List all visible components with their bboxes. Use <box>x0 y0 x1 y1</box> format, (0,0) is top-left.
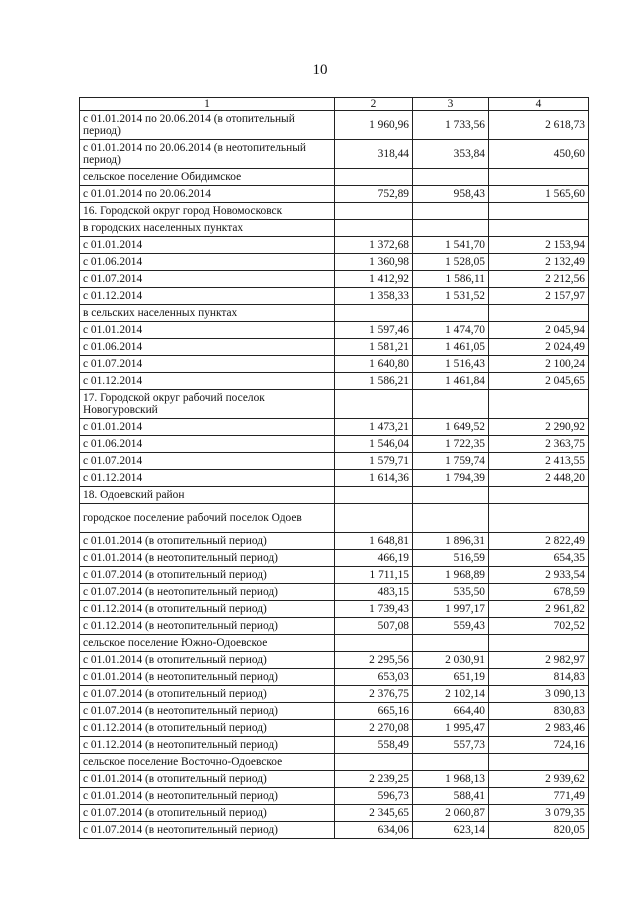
value-cell-col2: 1 960,96 <box>335 111 413 140</box>
value-cell-col3: 1 541,70 <box>413 237 489 254</box>
value-cell-col2: 1 412,92 <box>335 271 413 288</box>
table-row <box>80 203 589 220</box>
value-cell-col4: 2 618,73 <box>489 111 589 140</box>
value-cell-col2: 558,49 <box>335 737 413 754</box>
value-cell-col4: 2 933,54 <box>489 567 589 584</box>
value-cell-col3: 1 531,52 <box>413 288 489 305</box>
row-label-cell: с 01.01.2014 <box>80 322 335 339</box>
value-cell-col2: 1 739,43 <box>335 601 413 618</box>
table-row <box>80 186 589 203</box>
value-cell-col2 <box>335 203 413 220</box>
value-cell-col4 <box>489 390 589 419</box>
value-cell-col4: 450,60 <box>489 140 589 169</box>
value-cell-col4: 724,16 <box>489 737 589 754</box>
page-number: 10 <box>312 62 328 78</box>
table-row <box>80 652 589 669</box>
value-cell-col3: 557,73 <box>413 737 489 754</box>
table-row <box>80 140 589 169</box>
table-row <box>80 584 589 601</box>
value-cell-col3 <box>413 169 489 186</box>
value-cell-col3: 1 586,11 <box>413 271 489 288</box>
row-label-cell: с 01.01.2014 (в неотопительный период) <box>80 669 335 686</box>
value-cell-col2: 2 345,65 <box>335 805 413 822</box>
row-label-cell: в городских населенных пунктах <box>80 220 335 237</box>
row-label-cell: с 01.01.2014 по 20.06.2014 (в неотопительный период) <box>80 140 335 169</box>
value-cell-col3: 651,19 <box>413 669 489 686</box>
value-cell-col4: 1 565,60 <box>489 186 589 203</box>
value-cell-col3: 1 474,70 <box>413 322 489 339</box>
table-row <box>80 271 589 288</box>
value-cell-col2: 2 295,56 <box>335 652 413 669</box>
value-cell-col3: 1 997,17 <box>413 601 489 618</box>
value-cell-col2: 653,03 <box>335 669 413 686</box>
value-cell-col3 <box>413 390 489 419</box>
row-label-cell: с 01.06.2014 <box>80 436 335 453</box>
row-label-cell: в сельских населенных пунктах <box>80 305 335 322</box>
value-cell-col4 <box>489 220 589 237</box>
table-body <box>80 111 589 839</box>
row-label-cell: 18. Одоевский район <box>80 487 335 504</box>
table-row <box>80 436 589 453</box>
table-row <box>80 254 589 271</box>
row-label-cell: с 01.12.2014 (в отопительный период) <box>80 720 335 737</box>
table-row <box>80 720 589 737</box>
value-cell-col3: 2 102,14 <box>413 686 489 703</box>
row-label-cell: 17. Городской округ рабочий поселок Новогуровский <box>80 390 335 419</box>
value-cell-col3: 1 896,31 <box>413 533 489 550</box>
value-cell-col3 <box>413 635 489 652</box>
row-label-cell: с 01.12.2014 <box>80 373 335 390</box>
value-cell-col2 <box>335 305 413 322</box>
row-label-cell: сельское поселение Обидимское <box>80 169 335 186</box>
value-cell-col2: 1 579,71 <box>335 453 413 470</box>
row-label-cell: с 01.12.2014 (в неотопительный период) <box>80 737 335 754</box>
row-label-cell: с 01.07.2014 (в отопительный период) <box>80 567 335 584</box>
row-label-cell: с 01.12.2014 (в неотопительный период) <box>80 618 335 635</box>
value-cell-col4: 2 961,82 <box>489 601 589 618</box>
value-cell-col4: 3 090,13 <box>489 686 589 703</box>
value-cell-col2: 466,19 <box>335 550 413 567</box>
row-label-cell: с 01.01.2014 (в неотопительный период) <box>80 788 335 805</box>
value-cell-col2 <box>335 504 413 533</box>
value-cell-col4: 2 982,97 <box>489 652 589 669</box>
table-row <box>80 822 589 839</box>
table-row <box>80 111 589 140</box>
row-label-cell: городское поселение рабочий поселок Одоев <box>80 504 335 533</box>
value-cell-col4: 2 822,49 <box>489 533 589 550</box>
value-cell-col2: 596,73 <box>335 788 413 805</box>
row-label-cell: с 01.06.2014 <box>80 339 335 356</box>
value-cell-col3: 1 968,13 <box>413 771 489 788</box>
value-cell-col2: 1 640,80 <box>335 356 413 373</box>
value-cell-col3: 559,43 <box>413 618 489 635</box>
value-cell-col3: 1 528,05 <box>413 254 489 271</box>
table-header-row <box>80 98 589 111</box>
value-cell-col3: 1 794,39 <box>413 470 489 487</box>
value-cell-col4: 814,83 <box>489 669 589 686</box>
value-cell-col4: 2 153,94 <box>489 237 589 254</box>
row-label-cell: с 01.01.2014 (в неотопительный период) <box>80 550 335 567</box>
value-cell-col3 <box>413 203 489 220</box>
value-cell-col2: 483,15 <box>335 584 413 601</box>
value-cell-col4: 2 939,62 <box>489 771 589 788</box>
value-cell-col4 <box>489 305 589 322</box>
row-label-cell: с 01.07.2014 (в отопительный период) <box>80 686 335 703</box>
value-cell-col3: 588,41 <box>413 788 489 805</box>
value-cell-col2: 1 546,04 <box>335 436 413 453</box>
value-cell-col3: 1 759,74 <box>413 453 489 470</box>
row-label-cell: с 01.07.2014 (в неотопительный период) <box>80 584 335 601</box>
value-cell-col2: 2 376,75 <box>335 686 413 703</box>
value-cell-col4: 2 024,49 <box>489 339 589 356</box>
value-cell-col4: 830,83 <box>489 703 589 720</box>
value-cell-col2: 2 270,08 <box>335 720 413 737</box>
table-row <box>80 339 589 356</box>
row-label-cell: сельское поселение Южно-Одоевское <box>80 635 335 652</box>
value-cell-col3 <box>413 220 489 237</box>
row-label-cell: с 01.01.2014 (в отопительный период) <box>80 533 335 550</box>
table-row <box>80 305 589 322</box>
table-row <box>80 669 589 686</box>
value-cell-col3 <box>413 487 489 504</box>
column-header: 4 <box>489 98 589 111</box>
table-row <box>80 288 589 305</box>
value-cell-col2: 1 614,36 <box>335 470 413 487</box>
row-label-cell: с 01.07.2014 (в неотопительный период) <box>80 822 335 839</box>
row-label-cell: с 01.01.2014 по 20.06.2014 <box>80 186 335 203</box>
row-label-cell: с 01.01.2014 по 20.06.2014 (в отопительный период) <box>80 111 335 140</box>
value-cell-col4 <box>489 635 589 652</box>
value-cell-col2 <box>335 487 413 504</box>
value-cell-col2: 1 711,15 <box>335 567 413 584</box>
row-label-cell: с 01.01.2014 (в отопительный период) <box>80 652 335 669</box>
value-cell-col3: 1 461,84 <box>413 373 489 390</box>
table-row <box>80 805 589 822</box>
value-cell-col4 <box>489 487 589 504</box>
value-cell-col2: 507,08 <box>335 618 413 635</box>
value-cell-col2 <box>335 390 413 419</box>
value-cell-col3: 2 060,87 <box>413 805 489 822</box>
table-row <box>80 703 589 720</box>
value-cell-col3: 623,14 <box>413 822 489 839</box>
table-row <box>80 550 589 567</box>
row-label-cell: с 01.06.2014 <box>80 254 335 271</box>
row-label-cell: 16. Городской округ город Новомосковск <box>80 203 335 220</box>
value-cell-col4: 3 079,35 <box>489 805 589 822</box>
value-cell-col4: 2 413,55 <box>489 453 589 470</box>
tariff-table <box>79 97 589 839</box>
value-cell-col2: 634,06 <box>335 822 413 839</box>
value-cell-col3: 1 461,05 <box>413 339 489 356</box>
value-cell-col4 <box>489 169 589 186</box>
value-cell-col2: 1 473,21 <box>335 419 413 436</box>
value-cell-col3: 1 722,35 <box>413 436 489 453</box>
value-cell-col4: 771,49 <box>489 788 589 805</box>
value-cell-col2 <box>335 754 413 771</box>
row-label-cell: с 01.12.2014 <box>80 288 335 305</box>
table-row <box>80 322 589 339</box>
value-cell-col3: 664,40 <box>413 703 489 720</box>
table-row <box>80 169 589 186</box>
value-cell-col4: 2 212,56 <box>489 271 589 288</box>
table-row <box>80 737 589 754</box>
value-cell-col2: 1 358,33 <box>335 288 413 305</box>
row-label-cell: с 01.07.2014 <box>80 453 335 470</box>
value-cell-col4 <box>489 754 589 771</box>
row-label-cell: с 01.01.2014 (в отопительный период) <box>80 771 335 788</box>
value-cell-col4: 2 045,94 <box>489 322 589 339</box>
row-label-cell: с 01.07.2014 (в неотопительный период) <box>80 703 335 720</box>
value-cell-col2: 2 239,25 <box>335 771 413 788</box>
table-row <box>80 618 589 635</box>
value-cell-col2: 1 360,98 <box>335 254 413 271</box>
value-cell-col3 <box>413 305 489 322</box>
row-label-cell: с 01.07.2014 <box>80 271 335 288</box>
value-cell-col4: 2 448,20 <box>489 470 589 487</box>
table-row <box>80 788 589 805</box>
value-cell-col3: 958,43 <box>413 186 489 203</box>
value-cell-col3: 353,84 <box>413 140 489 169</box>
row-label-cell: с 01.12.2014 (в отопительный период) <box>80 601 335 618</box>
value-cell-col3: 1 968,89 <box>413 567 489 584</box>
row-label-cell: с 01.07.2014 <box>80 356 335 373</box>
value-cell-col2: 752,89 <box>335 186 413 203</box>
table-row <box>80 470 589 487</box>
column-header: 1 <box>80 98 335 111</box>
value-cell-col4: 2 363,75 <box>489 436 589 453</box>
table-row <box>80 533 589 550</box>
value-cell-col4: 2 132,49 <box>489 254 589 271</box>
value-cell-col4: 678,59 <box>489 584 589 601</box>
table-row <box>80 356 589 373</box>
value-cell-col3: 535,50 <box>413 584 489 601</box>
table-row <box>80 771 589 788</box>
table-row <box>80 220 589 237</box>
value-cell-col4: 702,52 <box>489 618 589 635</box>
value-cell-col2 <box>335 220 413 237</box>
value-cell-col2: 1 597,46 <box>335 322 413 339</box>
column-header: 3 <box>413 98 489 111</box>
value-cell-col3 <box>413 754 489 771</box>
table-row <box>80 635 589 652</box>
value-cell-col2 <box>335 169 413 186</box>
value-cell-col2: 318,44 <box>335 140 413 169</box>
value-cell-col4: 2 100,24 <box>489 356 589 373</box>
table-row <box>80 419 589 436</box>
value-cell-col4: 2 290,92 <box>489 419 589 436</box>
value-cell-col2: 1 648,81 <box>335 533 413 550</box>
value-cell-col2: 665,16 <box>335 703 413 720</box>
row-label-cell: сельское поселение Восточно-Одоевское <box>80 754 335 771</box>
value-cell-col4 <box>489 504 589 533</box>
table-row <box>80 504 589 533</box>
column-header: 2 <box>335 98 413 111</box>
table-row <box>80 453 589 470</box>
value-cell-col2 <box>335 635 413 652</box>
value-cell-col4: 2 045,65 <box>489 373 589 390</box>
row-label-cell: с 01.01.2014 <box>80 419 335 436</box>
table-row <box>80 567 589 584</box>
value-cell-col3: 1 733,56 <box>413 111 489 140</box>
value-cell-col4 <box>489 203 589 220</box>
value-cell-col4: 2 983,46 <box>489 720 589 737</box>
value-cell-col4: 2 157,97 <box>489 288 589 305</box>
value-cell-col3: 1 649,52 <box>413 419 489 436</box>
value-cell-col3 <box>413 504 489 533</box>
value-cell-col3: 516,59 <box>413 550 489 567</box>
value-cell-col3: 1 995,47 <box>413 720 489 737</box>
value-cell-col4: 820,05 <box>489 822 589 839</box>
row-label-cell: с 01.01.2014 <box>80 237 335 254</box>
value-cell-col2: 1 372,68 <box>335 237 413 254</box>
table-row <box>80 373 589 390</box>
table-row <box>80 487 589 504</box>
value-cell-col3: 2 030,91 <box>413 652 489 669</box>
row-label-cell: с 01.12.2014 <box>80 470 335 487</box>
value-cell-col4: 654,35 <box>489 550 589 567</box>
value-cell-col2: 1 586,21 <box>335 373 413 390</box>
row-label-cell: с 01.07.2014 (в отопительный период) <box>80 805 335 822</box>
table-row <box>80 686 589 703</box>
table-row <box>80 601 589 618</box>
value-cell-col3: 1 516,43 <box>413 356 489 373</box>
value-cell-col2: 1 581,21 <box>335 339 413 356</box>
table-row <box>80 390 589 419</box>
table-row <box>80 237 589 254</box>
table-row <box>80 754 589 771</box>
